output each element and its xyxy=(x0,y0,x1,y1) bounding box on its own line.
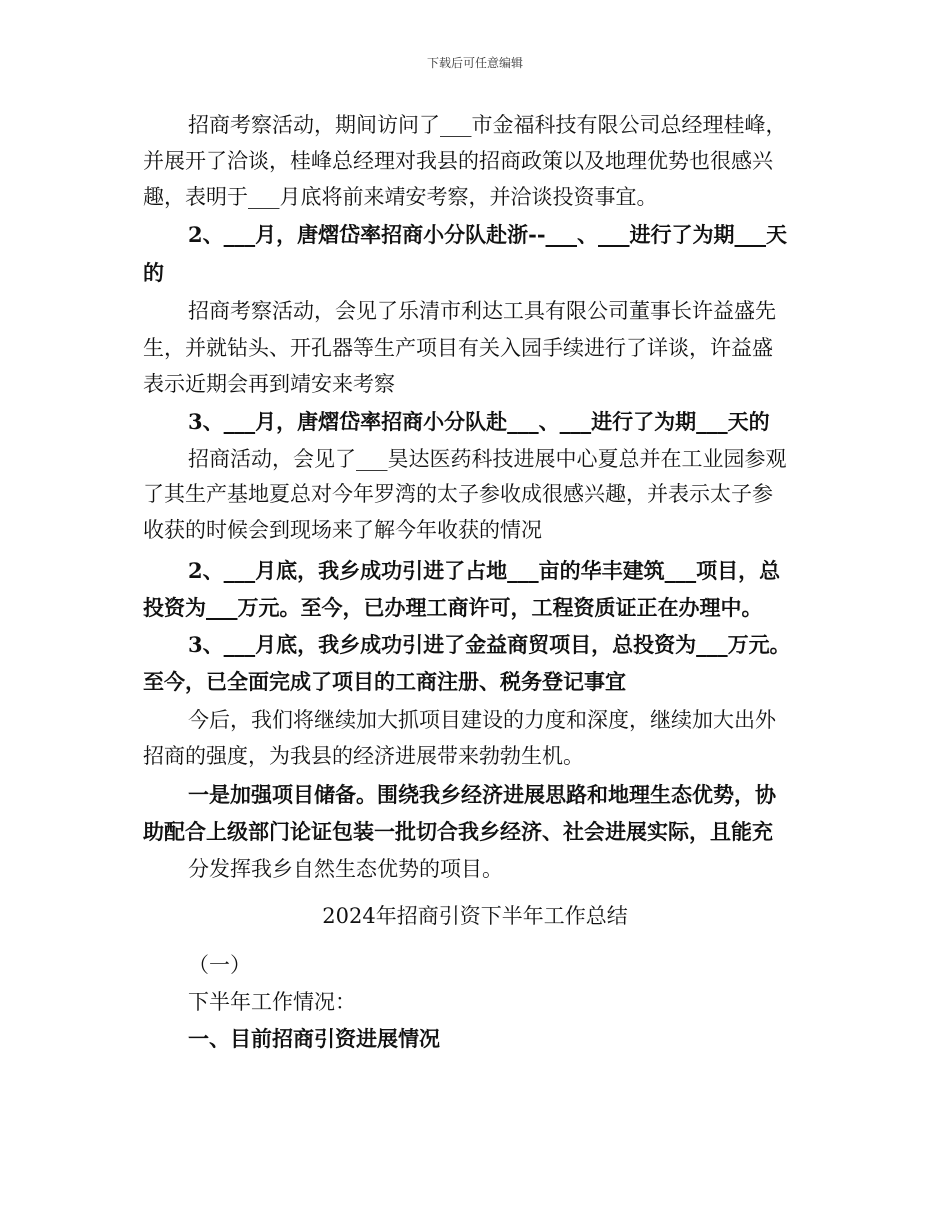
paragraph-line: 的 xyxy=(143,260,164,285)
paragraph-line: 表示近期会再到靖安来考察 xyxy=(143,372,395,396)
section-title: 2024年招商引资下半年工作总结 xyxy=(322,904,628,928)
paragraph-line: 今后，我们将继续加大抓项目建设的力度和深度，继续加大出外 xyxy=(188,708,776,732)
paragraph-line: 生，并就钻头、开孔器等生产项目有关入园手续进行了详谈，许益盛 xyxy=(143,336,773,360)
paragraph-line: 收获的时候会到现场来了解今年收获的情况 xyxy=(143,518,542,542)
paragraph-line: 2、___月，唐熠岱率招商小分队赴浙--___、___进行了为期___天 xyxy=(188,222,788,247)
subsection-label: （一） xyxy=(188,953,251,977)
paragraph-line: 了其生产基地夏总对今年罗湾的太子参收成很感兴趣，并表示太子参 xyxy=(143,482,773,506)
paragraph-line: 助配合上级部门论证包装一批切合我乡经济、社会进展实际，且能充 xyxy=(143,819,773,844)
paragraph-line: 招商考察活动，会见了乐清市利达工具有限公司董事长许益盛先 xyxy=(188,299,776,323)
subsection-heading: 一、目前招商引资进展情况 xyxy=(188,1026,440,1051)
paragraph-line: 分发挥我乡自然生态优势的项目。 xyxy=(188,857,503,881)
paragraph-line: 招商的强度，为我县的经济进展带来勃勃生机。 xyxy=(143,744,584,768)
paragraph-line: 并展开了洽谈，桂峰总经理对我县的招商政策以及地理优势也很感兴 xyxy=(143,149,773,173)
paragraph-line: 至今，已全面完成了项目的工商注册、税务登记事宜 xyxy=(143,669,626,694)
paragraph-line: 3、___月底，我乡成功引进了金益商贸项目，总投资为___万元。 xyxy=(188,632,791,657)
paragraph-line: 招商活动，会见了___昊达医药科技进展中心夏总并在工业园参观 xyxy=(188,447,787,471)
paragraph-line: 招商考察活动，期间访问了___市金福科技有限公司总经理桂峰， xyxy=(188,113,787,137)
paragraph-line: 2、___月底，我乡成功引进了占地___亩的华丰建筑___项目，总 xyxy=(188,558,781,583)
paragraph-line: 一是加强项目储备。围绕我乡经济进展思路和地理生态优势，协 xyxy=(188,782,776,807)
paragraph-line: 趣，表明于___月底将前来靖安考察，并洽谈投资事宜。 xyxy=(143,185,658,209)
paragraph-line: 下半年工作情况： xyxy=(188,990,356,1014)
paragraph-line: 投资为___万元。至今，已办理工商许可，工程资质证正在办理中。 xyxy=(143,595,763,620)
paragraph-line: 3、___月，唐熠岱率招商小分队赴___、___进行了为期___天的 xyxy=(188,409,770,434)
page-header: 下载后可任意编辑 xyxy=(426,56,523,70)
